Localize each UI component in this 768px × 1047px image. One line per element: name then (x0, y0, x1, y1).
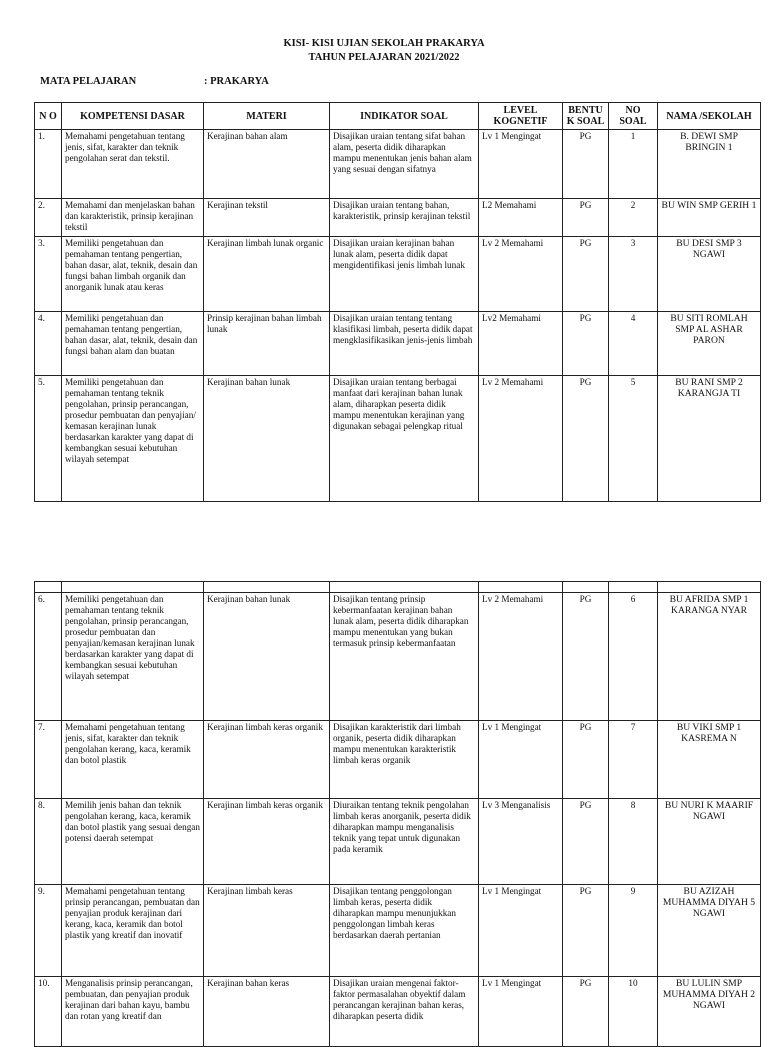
cell-nama-sekolah: BU RANI SMP 2 KARANGJA TI (658, 376, 761, 502)
col-header-kd: KOMPETENSI DASAR (62, 103, 204, 130)
empty-cell (35, 582, 62, 593)
cell-nama-sekolah: BU AFRIDA SMP 1 KARANGA NYAR (658, 593, 761, 721)
cell-materi: Prinsip kerajinan bahan limbah lunak (204, 312, 330, 376)
table-body-page2 (35, 582, 761, 1047)
cell-no: 2. (35, 199, 62, 237)
cell-nama-sekolah: BU WIN SMP GERIH 1 (658, 199, 761, 237)
cell-kompetensi-dasar: Menganalisis prinsip perancangan, pembuatan, dan penyajian produk kerajinan dari bahan kayu, bambu dan rotan yang kreatif dan (62, 977, 204, 1047)
cell-nama-sekolah: BU LULIN SMP MUHAMMA DIYAH 2 NGAWI (658, 977, 761, 1047)
cell-bentuk-soal: PG (563, 593, 609, 721)
cell-no-soal: 9 (609, 885, 658, 977)
empty-header-row (35, 582, 761, 593)
empty-cell (658, 582, 761, 593)
subject-line (40, 76, 269, 87)
empty-cell (479, 582, 563, 593)
cell-nama-sekolah: BU VIKI SMP 1 KASREMA N (658, 721, 761, 799)
cell-no: 4. (35, 312, 62, 376)
cell-indikator: Disajikan uraian tentang tentang klasifikasi limbah, peserta didik dapat mengklasifikasikan jenis-jenis limbah (330, 312, 479, 376)
cell-kompetensi-dasar: Memahami dan menjelaskan bahan dan karakteristik, prinsip kerajinan tekstil (62, 199, 204, 237)
table-row (35, 199, 761, 237)
table-row (35, 376, 761, 502)
cell-kompetensi-dasar: Memiliki pengetahuan dan pemahaman tentang pengertian, bahan dasar, alat, teknik, desain dan fungsi bahan limbah organik dan anorganik lunak atau keras (62, 237, 204, 312)
cell-no: 1. (35, 130, 62, 199)
document-subtitle: TAHUN PELAJARAN 2021/2022 (308, 52, 460, 63)
cell-no-soal: 1 (609, 130, 658, 199)
subject-label: MATA PELAJARAN (40, 76, 137, 87)
table-row (35, 593, 761, 721)
cell-no-soal: 6 (609, 593, 658, 721)
cell-materi: Kerajinan tekstil (204, 199, 330, 237)
cell-indikator: Disajikan uraian kerajinan bahan lunak alam, peserta didik dapat mengidentifikasi jenis limbah lunak (330, 237, 479, 312)
cell-materi: Kerajinan limbah keras organik (204, 721, 330, 799)
table-row (35, 721, 761, 799)
cell-indikator: Disajikan karakteristik dari limbah organik, peserta didik diharapkan mampu menentukan karakteristik limbah keras organik (330, 721, 479, 799)
cell-bentuk-soal: PG (563, 885, 609, 977)
cell-no: 9. (35, 885, 62, 977)
cell-kompetensi-dasar: Memilih jenis bahan dan teknik pengolahan kerang, kaca, keramik dan botol plastik yang sesuai dengan potensi daerah setempat (62, 799, 204, 885)
cell-nama-sekolah: BU NURI K MAARIF NGAWI (658, 799, 761, 885)
cell-bentuk-soal: PG (563, 721, 609, 799)
col-header-indikator: INDIKATOR SOAL (330, 103, 479, 130)
cell-bentuk-soal: PG (563, 312, 609, 376)
cell-bentuk-soal: PG (563, 199, 609, 237)
empty-cell (563, 582, 609, 593)
cell-materi: Kerajinan limbah keras organik (204, 799, 330, 885)
empty-cell (609, 582, 658, 593)
cell-indikator: Disajikan uraian tentang berbagai manfaat dari kerajinan bahan lunak alam, diharapkan peserta didik mampu menentukan kerajinan yang digunakan sebagai pelengkap ritual (330, 376, 479, 502)
cell-level: L2 Memahami (479, 199, 563, 237)
cell-kompetensi-dasar: Memiliki pengetahuan dan pemahaman tentang teknik pengolahan, prinsip perancangan, prosedur pembuatan dan penyajian/kemasan kerajinan lunak berdasarkan karakter yang dapat di kembangkan sesuai kebutuhan wilayah setempat (62, 593, 204, 721)
cell-level: Lv 2 Memahami (479, 237, 563, 312)
col-header-level: LEVEL KOGNETIF (479, 103, 563, 130)
cell-no-soal: 7 (609, 721, 658, 799)
cell-materi: Kerajinan bahan lunak (204, 593, 330, 721)
table-row (35, 977, 761, 1047)
empty-cell (204, 582, 330, 593)
cell-level: Lv 2 Memahami (479, 376, 563, 502)
cell-no-soal: 5 (609, 376, 658, 502)
col-header-materi: MATERI (204, 103, 330, 130)
cell-indikator: Diuraikan tentang teknik pengolahan limbah keras anorganik, peserta didik diharapkan mampu menganalisis teknik yang tepat untuk digunakan pada keramik (330, 799, 479, 885)
cell-no: 8. (35, 799, 62, 885)
cell-no-soal: 8 (609, 799, 658, 885)
cell-no: 6. (35, 593, 62, 721)
table-body-page1 (35, 130, 761, 502)
document-title: KISI- KISI UJIAN SEKOLAH PRAKARYA (283, 38, 485, 49)
table-header-row (35, 103, 761, 130)
cell-no-soal: 10 (609, 977, 658, 1047)
cell-level: Lv 1 Mengingat (479, 721, 563, 799)
cell-bentuk-soal: PG (563, 977, 609, 1047)
cell-indikator: Disajikan uraian tentang sifat bahan alam, peserta didik diharapkan mampu menentukan jenis bahan alam yang sesuai dengan sifatnya (330, 130, 479, 199)
cell-bentuk-soal: PG (563, 130, 609, 199)
col-header-bentuk: BENTU K SOAL (563, 103, 609, 130)
table-row (35, 237, 761, 312)
cell-level: Lv 1 Mengingat (479, 977, 563, 1047)
col-header-no: N O (35, 103, 62, 130)
cell-nama-sekolah: BU DESI SMP 3 NGAWI (658, 237, 761, 312)
cell-materi: Kerajinan bahan alam (204, 130, 330, 199)
cell-kompetensi-dasar: Memiliki pengetahuan dan pemahaman tentang teknik pengolahan, prinsip perancangan, prosedur pembuatan dan penyajian/ kemasan kerajinan lunak berdasarkan karakter yang dapat di kembangkan sesuai kebutuhan wilayah setempat (62, 376, 204, 502)
cell-materi: Kerajinan bahan lunak (204, 376, 330, 502)
table-row (35, 885, 761, 977)
cell-kompetensi-dasar: Memahami pengetahuan tentang prinsip perancangan, pembuatan dan penyajian produk kerajinan dari kerang, kaca, keramik dan botol plastik yang kreatif dan inovatif (62, 885, 204, 977)
cell-materi: Kerajinan limbah keras (204, 885, 330, 977)
table-row (35, 799, 761, 885)
col-header-nama: NAMA /SEKOLAH (658, 103, 761, 130)
cell-bentuk-soal: PG (563, 376, 609, 502)
subject-value: : PRAKARYA (204, 76, 269, 87)
cell-kompetensi-dasar: Memahami pengetahuan tentang jenis, sifat, karakter dan teknik pengolahan serat dan tekstil. (62, 130, 204, 199)
cell-level: Lv 1 Mengingat (479, 130, 563, 199)
cell-materi: Kerajinan bahan keras (204, 977, 330, 1047)
table-row (35, 130, 761, 199)
cell-level: Lv 1 Mengingat (479, 885, 563, 977)
cell-no: 10. (35, 977, 62, 1047)
cell-no-soal: 4 (609, 312, 658, 376)
col-header-nosoal: NO SOAL (609, 103, 658, 130)
cell-indikator: Disajikan tentang penggolongan limbah keras, peserta didik diharapkan mampu menunjukkan penggolongan limbah keras berdasarkan daerah pertanian (330, 885, 479, 977)
cell-indikator: Disajikan tentang prinsip kebermanfaatan kerajinan bahan lunak alam, peserta didik diharapkan mampu menentukan yang bukan termasuk prinsip kebermanfaatan (330, 593, 479, 721)
empty-cell (62, 582, 204, 593)
cell-indikator: Disajikan uraian mengenai faktor-faktor permasalahan obyektif dalam perancangan kerajinan bahan keras, diharapkan peserta didik (330, 977, 479, 1047)
cell-nama-sekolah: BU AZIZAH MUHAMMA DIYAH 5 NGAWI (658, 885, 761, 977)
cell-no: 7. (35, 721, 62, 799)
cell-level: Lv2 Memahami (479, 312, 563, 376)
cell-nama-sekolah: B. DEWI SMP BRINGIN 1 (658, 130, 761, 199)
cell-bentuk-soal: PG (563, 799, 609, 885)
cell-no: 3. (35, 237, 62, 312)
cell-no-soal: 3 (609, 237, 658, 312)
cell-no-soal: 2 (609, 199, 658, 237)
cell-indikator: Disajikan uraian tentang bahan, karakteristik, prinsip kerajinan tekstil (330, 199, 479, 237)
grid-table-page1 (34, 102, 761, 502)
cell-kompetensi-dasar: Memiliki pengetahuan dan pemahaman tentang pengertian, bahan dasar, alat, teknik, desain dan fungsi bahan alam dan buatan (62, 312, 204, 376)
cell-kompetensi-dasar: Memahami pengetahuan tentang jenis, sifat, karakter dan teknik pengolahan kerang, kaca, keramik dan botol plastik (62, 721, 204, 799)
table-row (35, 312, 761, 376)
cell-level: Lv 2 Memahami (479, 593, 563, 721)
empty-cell (330, 582, 479, 593)
cell-no: 5. (35, 376, 62, 502)
cell-level: Lv 3 Menganalisis (479, 799, 563, 885)
cell-nama-sekolah: BU SITI ROMLAH SMP AL ASHAR PARON (658, 312, 761, 376)
grid-table-page2 (34, 581, 761, 1047)
cell-materi: Kerajinan limbah lunak organic (204, 237, 330, 312)
cell-bentuk-soal: PG (563, 237, 609, 312)
